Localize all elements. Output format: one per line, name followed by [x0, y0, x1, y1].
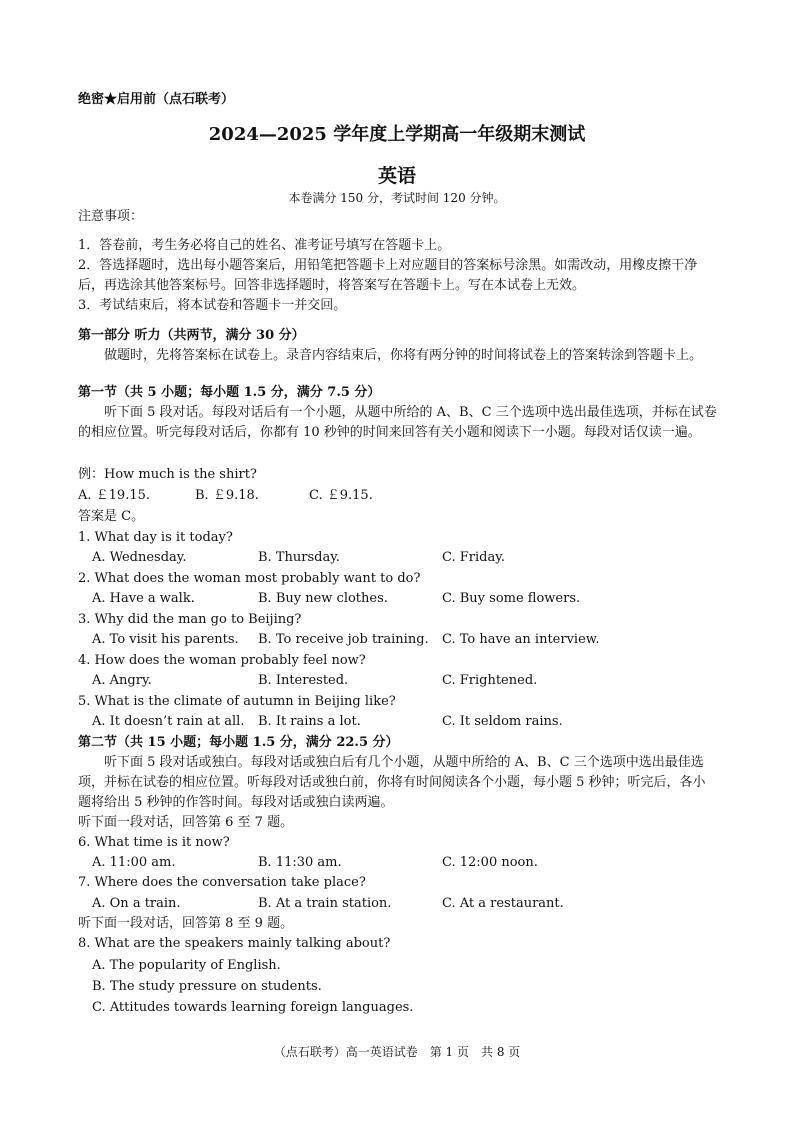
example-option-c: C. ￡9.15.: [309, 488, 373, 503]
exam-meta: 本卷满分 150 分，考试时间 120 分钟。: [288, 191, 506, 205]
q7-option-c: C. At a restaurant.: [442, 896, 564, 911]
q8-option-a: A. The popularity of English.: [92, 958, 281, 973]
note-item-1: 1．答卷前，考生务必将自己的姓名、准考证号填写在答题卡上。: [78, 238, 451, 253]
question-2-options: [92, 589, 712, 609]
q8-option-c: C. Attitudes towards learning foreign languages.: [92, 1000, 414, 1015]
part1-instructions: 做题时，先将答案标在试卷上。录音内容结束后，你将有两分钟的时间将试卷上的答案转涂到答题卡上。: [104, 348, 703, 363]
example-option-b: B. ￡9.18.: [195, 488, 259, 503]
exam-title: 2024—2025 学年度上学期高一年级期末测试: [208, 124, 586, 145]
q8-option-b: B. The study pressure on students.: [92, 979, 322, 994]
q2-option-b: B. Buy new clothes.: [258, 591, 388, 606]
q5-option-a: A. It doesn’t rain at all.: [92, 714, 245, 729]
q4-option-b: B. Interested.: [258, 673, 349, 688]
question-1-options: [92, 548, 712, 568]
notes-heading: 注意事项：: [78, 209, 144, 224]
question-3-options: [92, 630, 712, 650]
question-2: 2. What does the woman most probably want to do?: [78, 571, 421, 586]
q3-option-b: B. To receive job training.: [258, 632, 429, 647]
q4-option-c: C. Frightened.: [442, 673, 538, 688]
q3-option-c: C. To have an interview.: [442, 632, 600, 647]
example-options: [78, 486, 698, 506]
example-answer: 答案是 C。: [78, 509, 145, 524]
q2-option-a: A. Have a walk.: [92, 591, 195, 606]
section1-instructions: 听下面 5 段对话。每段对话后有一个小题，从题中所给的 A、B、C 三个选项中选出最佳选项，并标在试卷的相应位置。听完每段对话后，你都有 10 秒钟的时间来回答有关小题和阅读下一小题。每段对话仅读一遍。: [78, 405, 717, 440]
page-footer: （点石联考）高一英语试卷 第 1 页 共 8 页: [273, 1045, 521, 1059]
question-7: 7. Where does the conversation take place?: [78, 875, 366, 890]
question-8: 8. What are the speakers mainly talking about?: [78, 936, 391, 951]
section2-instructions: 听下面 5 段对话或独白。每段对话或独白后有几个小题，从题中所给的 A、B、C 三个选项中选出最佳选项，并标在试卷的相应位置。听每段对话或独白前，你将有时间阅读各个小题，每小题 5 秒钟；听完后，各小题将给出 5 秒钟的作答时间。每段对话或独白读两遍。: [78, 755, 706, 810]
question-5-options: [92, 712, 712, 732]
question-4-options: [92, 671, 712, 691]
q1-option-a: A. Wednesday.: [92, 550, 187, 565]
question-6: 6. What time is it now?: [78, 835, 230, 850]
q6-option-b: B. 11:30 am.: [258, 855, 342, 870]
question-6-options: [92, 853, 712, 873]
lead-8-9: 听下面一段对话，回答第 8 至 9 题。: [78, 916, 294, 931]
section1-heading: 第一节（共 5 小题；每小题 1.5 分，满分 7.5 分）: [78, 385, 381, 400]
q7-option-a: A. On a train.: [92, 896, 181, 911]
note-item-2: 2．答选择题时，选出每小题答案后，用铅笔把答题卡上对应题目的答案标号涂黑。如需改动，用橡皮擦干净后，再选涂其他答案标号。回答非选择题时，将答案写在答题卡上。写在本试卷上无效。: [78, 258, 698, 293]
q6-option-a: A. 11:00 am.: [92, 855, 176, 870]
secret-label: 绝密★启用前（点石联考）: [78, 92, 235, 107]
question-7-options: [92, 894, 712, 914]
question-4: 4. How does the woman probably feel now?: [78, 653, 366, 668]
q6-option-c: C. 12:00 noon.: [442, 855, 538, 870]
note-item-3: 3．考试结束后，将本试卷和答题卡一并交回。: [78, 298, 347, 313]
subject-title: 英语: [377, 165, 416, 187]
q1-option-c: C. Friday.: [442, 550, 505, 565]
question-5: 5. What is the climate of autumn in Beijing like?: [78, 694, 396, 709]
example-question: 例：How much is the shirt?: [78, 467, 257, 482]
q7-option-b: B. At a train station.: [258, 896, 392, 911]
section2-heading: 第二节（共 15 小题；每小题 1.5 分，满分 22.5 分）: [78, 735, 399, 750]
question-1: 1. What day is it today?: [78, 530, 233, 545]
q5-option-c: C. It seldom rains.: [442, 714, 563, 729]
q5-option-b: B. It rains a lot.: [258, 714, 361, 729]
q2-option-c: C. Buy some flowers.: [442, 591, 581, 606]
question-3: 3. Why did the man go to Beijing?: [78, 612, 302, 627]
example-option-a: A. ￡19.15.: [78, 488, 151, 503]
q3-option-a: A. To visit his parents.: [92, 632, 239, 647]
part1-heading: 第一部分 听力（共两节，满分 30 分）: [78, 328, 305, 343]
q4-option-a: A. Angry.: [92, 673, 152, 688]
q1-option-b: B. Thursday.: [258, 550, 340, 565]
lead-6-7: 听下面一段对话，回答第 6 至 7 题。: [78, 815, 294, 830]
